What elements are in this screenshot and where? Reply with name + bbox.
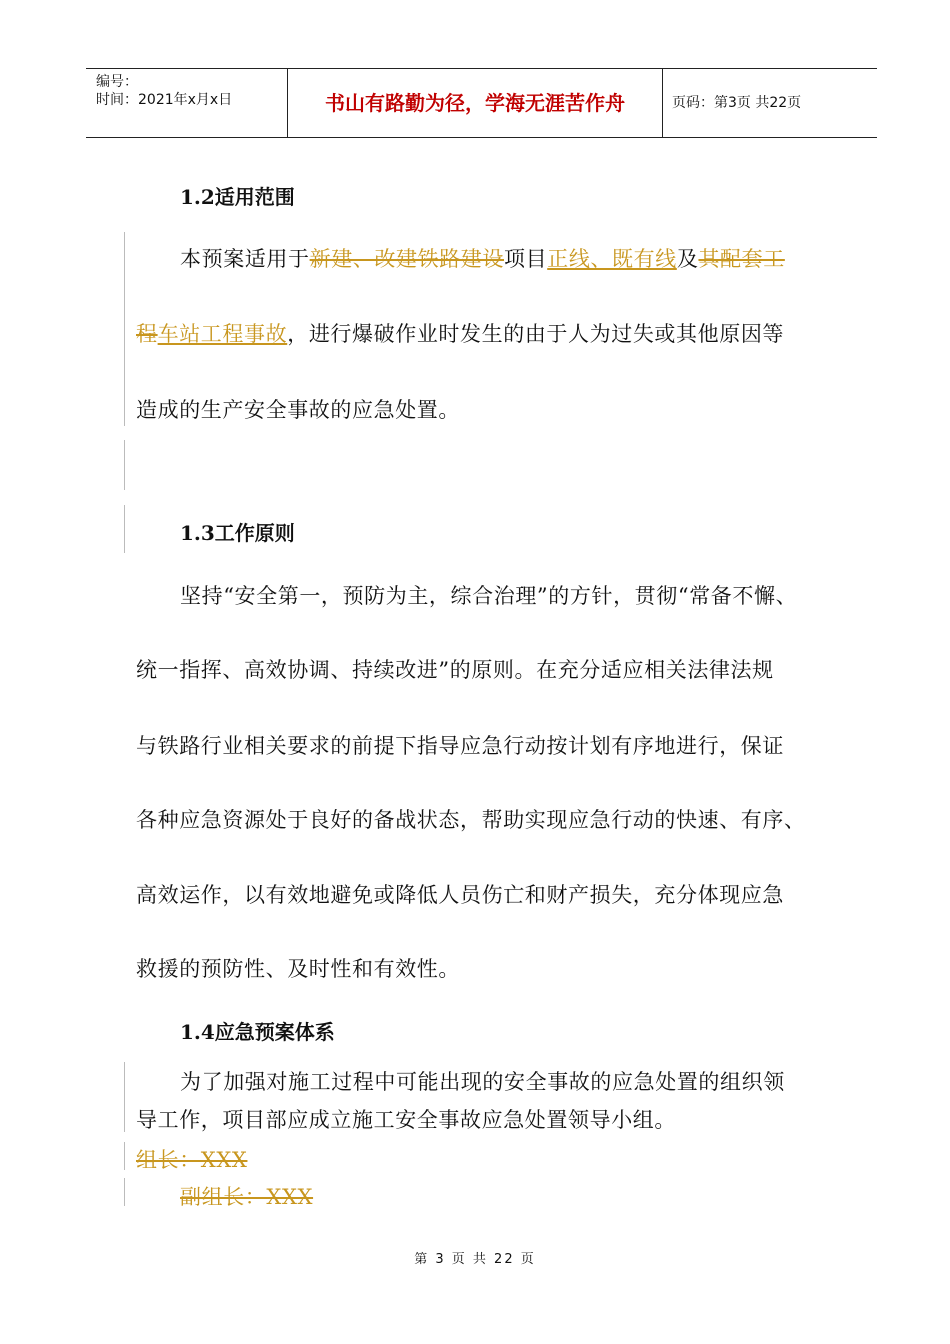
paragraph-line: 救援的预防性、及时性和有效性。	[136, 957, 460, 981]
deleted-text: 程	[136, 322, 158, 346]
paragraph-line: 坚持“安全第一，预防为主，综合治理”的方针，贯彻“常备不懈、	[180, 584, 798, 608]
leader-line: 组长：XXX	[136, 1148, 248, 1172]
text-run: 项目	[504, 247, 548, 271]
text-run: 及	[676, 247, 699, 271]
revision-bar	[124, 1142, 125, 1170]
header-meta-cell	[86, 69, 287, 137]
paragraph-line: 与铁路行业相关要求的前提下指导应急行动按计划有序地进行，保证	[136, 734, 784, 758]
text-run: 本预案适用于	[180, 247, 310, 271]
inserted-text: 车站工程事故	[157, 322, 288, 346]
deleted-text: 新建、改建铁路建设	[309, 247, 505, 271]
section-heading-1-3: 1.3工作原则	[180, 521, 295, 545]
page-footer: 第 3 页 共 22 页	[414, 1252, 536, 1267]
revision-bar	[124, 1178, 125, 1206]
deputy-leader-line: 副组长：XXX	[180, 1185, 314, 1209]
paragraph-line: 统一指挥、高效协调、持续改进”的原则。在充分适应相关法律法规	[136, 658, 774, 682]
paragraph-line	[136, 318, 784, 348]
header-page-info: 页码：第3页 共22页	[672, 95, 802, 111]
time-label: 时间：2021年x月x日	[96, 92, 233, 108]
paragraph-line: 为了加强对施工过程中可能出现的安全事故的应急处置的组织领	[180, 1070, 785, 1094]
header-motto: 书山有路勤为径，学海无涯苦作舟	[287, 69, 663, 137]
paragraph-line: 各种应急资源处于良好的备战状态，帮助实现应急行动的快速、有序、	[136, 808, 806, 832]
paragraph-line	[180, 243, 785, 273]
paragraph-line: 高效运作，以有效地避免或降低人员伤亡和财产损失，充分体现应急	[136, 883, 784, 907]
code-label: 编号：	[96, 74, 138, 90]
revision-bar	[124, 440, 125, 490]
inserted-text: 正线、既有线	[547, 247, 677, 271]
paragraph-line: 导工作，项目部应成立施工安全事故应急处置领导小组。	[136, 1108, 676, 1132]
revision-bar	[124, 232, 125, 426]
text-run: ，进行爆破作业时发生的由于人为过失或其他原因等	[287, 322, 785, 346]
section-heading-1-2: 1.2适用范围	[180, 185, 295, 209]
document-header	[86, 68, 877, 138]
revision-bar	[124, 505, 125, 553]
revision-bar	[124, 1062, 125, 1132]
deleted-text: 其配套工	[698, 247, 785, 271]
section-heading-1-4: 1.4应急预案体系	[180, 1020, 335, 1044]
paragraph-line: 造成的生产安全事故的应急处置。	[136, 398, 460, 422]
